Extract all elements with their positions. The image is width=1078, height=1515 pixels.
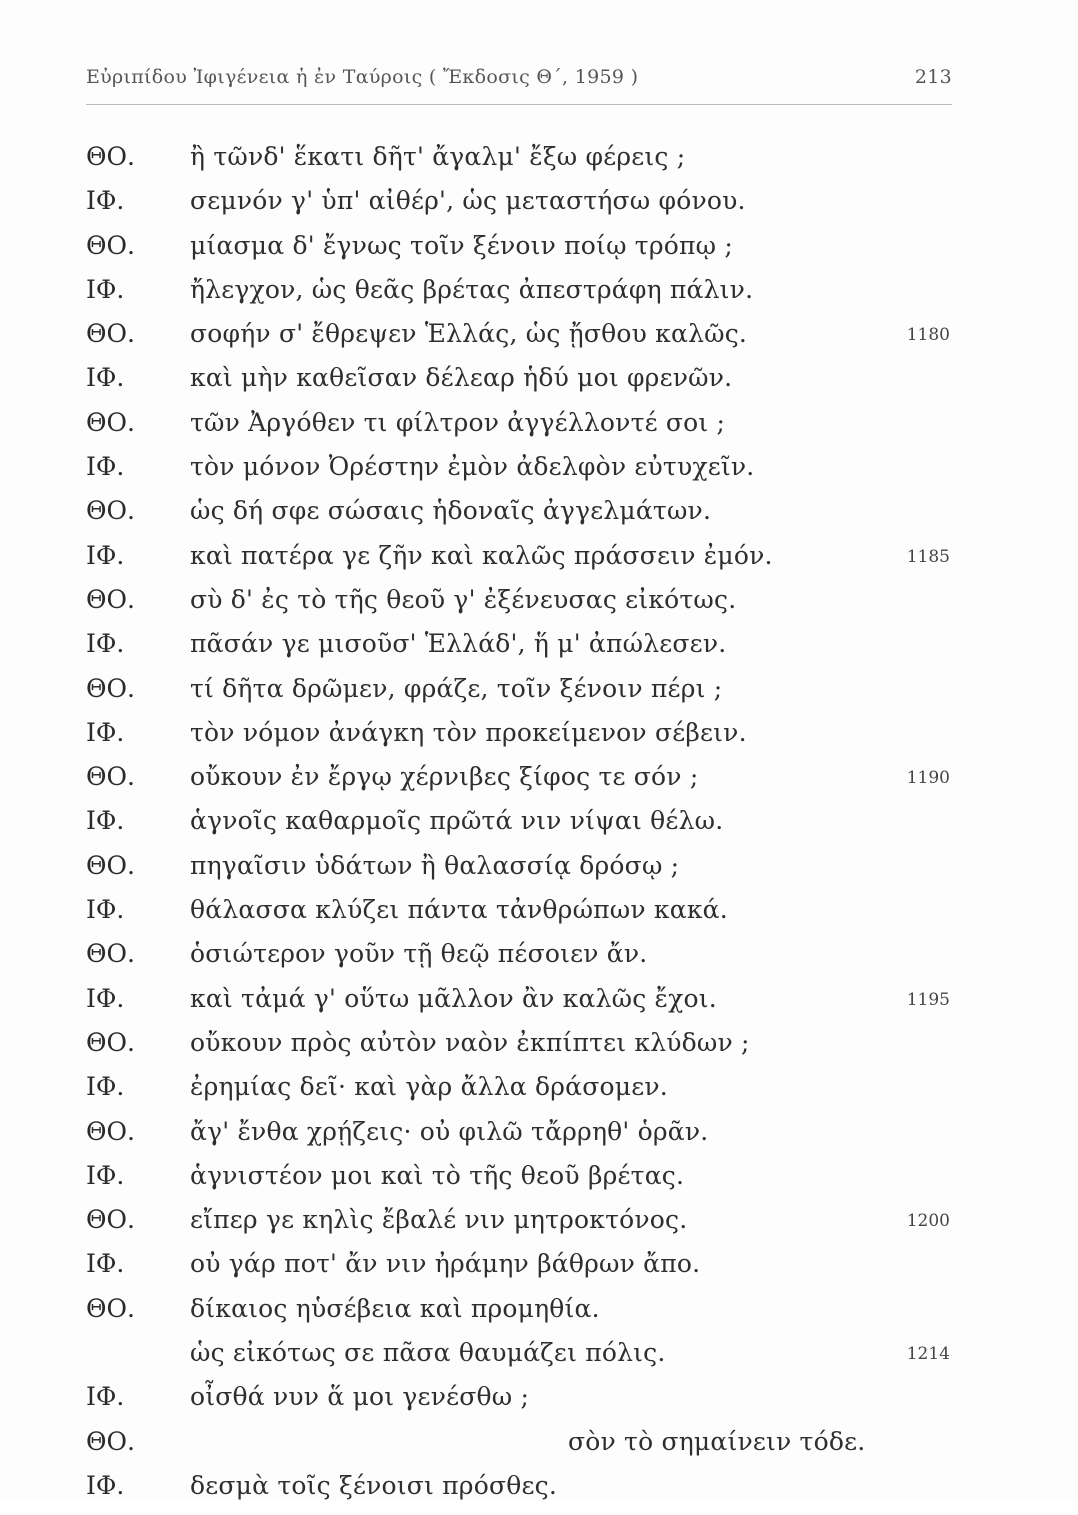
speaker-label: ΙΦ. [86,1160,125,1190]
running-header [86,66,952,96]
line-number: 1185 [906,546,950,567]
verse-line [0,718,1078,762]
speaker-label: ΘΟ. [86,1027,135,1057]
verse-text: ἁγνοῖς καθαρμοῖς πρῶτά νιν νίψαι θέλω. [190,806,724,836]
verse-text: σὺ δ' ἐς τὸ τῆς θεοῦ γ' ἐξένευσας εἰκότως. [190,584,737,614]
speaker-label: ΘΟ. [86,939,135,969]
verse-line [0,1294,1078,1338]
speaker-label: ΙΦ. [86,717,125,747]
verse-line [0,1382,1078,1426]
verse-line [0,231,1078,275]
speaker-label: ΙΦ. [86,895,125,925]
speaker-label: ΘΟ. [86,496,135,526]
verse-text: ἄγ' ἔνθα χρῄζεις· οὐ φιλῶ τἄρρηθ' ὁρᾶν. [190,1116,709,1146]
verse-line [0,275,1078,319]
verse-line [0,895,1078,939]
speaker-label: ΙΦ. [86,274,125,304]
verse-text: θάλασσα κλύζει πάντα τἀνθρώπων κακά. [190,895,728,925]
dialogue-lines [0,142,1078,1515]
verse-text: τὸν νόμον ἀνάγκη τὸν προκείμενον σέβειν. [190,717,747,747]
line-number: 1200 [906,1211,950,1232]
speaker-label: ΙΦ. [86,1072,125,1102]
verse-line [0,142,1078,186]
verse-text: πᾶσάν γε μισοῦσ' Ἑλλάδ', ἥ μ' ἀπώλεσεν. [190,629,727,659]
verse-text: πηγαῖσιν ὑδάτων ἢ θαλασσίᾳ δρόσῳ ; [190,850,680,880]
speaker-label: ΙΦ. [86,629,125,659]
speaker-label: ΘΟ. [86,673,135,703]
speaker-label: ΙΦ. [86,186,125,216]
speaker-label: ΘΟ. [86,1426,135,1456]
speaker-label: ΙΦ. [86,452,125,482]
speaker-label: ΘΟ. [86,142,135,171]
verse-line [0,452,1078,496]
verse-text: καὶ τἀμά γ' οὕτω μᾶλλον ἂν καλῶς ἔχοι. [190,983,717,1013]
verse-text: δίκαιος ηὑσέβεια καὶ προμηθία. [190,1293,600,1323]
verse-line [0,1028,1078,1072]
verse-text: καὶ πατέρα γε ζῆν καὶ καλῶς πράσσειν ἐμόν. [190,540,773,570]
verse-text: ὡς εἰκότως σε πᾶσα θαυμάζει πόλις. [190,1338,666,1368]
verse-text: μίασμα δ' ἔγνως τοῖν ξένοιν ποίῳ τρόπῳ ; [190,230,733,260]
line-number: 1214 [906,1344,950,1365]
verse-text: οὔκουν πρὸς αὐτὸν ναὸν ἐκπίπτει κλύδων ; [190,1027,750,1057]
verse-text: ὡς δή σφε σώσαις ἡδοναῖς ἀγγελμάτων. [190,496,712,526]
line-number: 1190 [906,768,950,789]
verse-line [0,674,1078,718]
verse-text: ὁσιώτερον γοῦν τῇ θεῷ πέσοιεν ἄν. [190,939,648,969]
verse-line [0,806,1078,850]
line-number: 1180 [906,325,950,346]
verse-line [0,363,1078,407]
page-number: 213 [914,66,952,88]
speaker-label: ΘΟ. [86,584,135,614]
verse-line [0,585,1078,629]
verse-line [0,408,1078,452]
verse-text: τὸν μόνον Ὀρέστην ἐμὸν ἀδελφὸν εὐτυχεῖν. [190,452,755,482]
verse-line [0,629,1078,673]
verse-text: δεσμὰ τοῖς ξένοισι πρόσθες. [190,1470,557,1500]
verse-text: εἴπερ γε κηλὶς ἔβαλέ νιν μητροκτόνος. [190,1205,688,1235]
verse-text: καὶ μὴν καθεῖσαν δέλεαρ ἡδύ μοι φρενῶν. [190,363,733,393]
verse-line [0,984,1078,1028]
verse-line [0,762,1078,806]
verse-line [0,1072,1078,1116]
verse-text: οὐ γάρ ποτ' ἄν νιν ἠράμην βάθρων ἄπο. [190,1249,701,1279]
header-title: Εὐριπίδου Ἰφιγένεια ἡ ἐν Ταύροις ( Ἔκδοσις Θ΄, 1959 ) [86,66,639,88]
speaker-label: ΘΟ. [86,230,135,260]
verse-text: ἤλεγχον, ὡς θεᾶς βρέτας ἀπεστράφη πάλιν. [190,274,754,304]
verse-line [0,1205,1078,1249]
speaker-label: ΙΦ. [86,363,125,393]
verse-text: σὸν τὸ σημαίνειν τόδε. [568,1426,866,1456]
verse-line [0,496,1078,540]
verse-line [0,1249,1078,1293]
verse-line [0,1117,1078,1161]
speaker-label: ΘΟ. [86,1293,135,1323]
verse-text: σεμνόν γ' ὑπ' αἰθέρ', ὡς μεταστήσω φόνου. [190,186,746,216]
verse-text: ἢ τῶνδ' ἕκατι δῆτ' ἄγαλμ' ἔξω φέρεις ; [190,142,686,171]
header-rule [86,104,952,105]
speaker-label: ΘΟ. [86,850,135,880]
verse-line [0,541,1078,585]
verse-line [0,186,1078,230]
verse-line [0,319,1078,363]
verse-line [0,1338,1078,1382]
speaker-label: ΙΦ. [86,540,125,570]
verse-text: τῶν Ἀργόθεν τι φίλτρον ἀγγέλλοντέ σοι ; [190,407,726,437]
verse-line [0,851,1078,895]
speaker-label: ΘΟ. [86,407,135,437]
verse-line [0,1161,1078,1205]
speaker-label: ΘΟ. [86,1116,135,1146]
speaker-label: ΘΟ. [86,319,135,349]
speaker-label: ΘΟ. [86,762,135,792]
verse-line [0,1471,1078,1515]
verse-text: σοφήν σ' ἔθρεψεν Ἑλλάς, ὡς ᾔσθου καλῶς. [190,319,748,349]
speaker-label: ΙΦ. [86,983,125,1013]
verse-text: οὔκουν ἐν ἔργῳ χέρνιβες ξίφος τε σόν ; [190,762,699,792]
speaker-label: ΘΟ. [86,1205,135,1235]
speaker-label: ΙΦ. [86,1249,125,1279]
verse-line [0,1427,1078,1471]
speaker-label: ΙΦ. [86,1382,125,1412]
verse-text: ἐρημίας δεῖ· καὶ γὰρ ἄλλα δράσομεν. [190,1072,668,1102]
verse-line [0,939,1078,983]
line-number: 1195 [906,989,950,1010]
speaker-label: ΙΦ. [86,1470,125,1500]
verse-text: οἶσθά νυν ἅ μοι γενέσθω ; [190,1382,530,1412]
verse-text: τί δῆτα δρῶμεν, φράζε, τοῖν ξένοιν πέρι ; [190,673,723,703]
verse-text: ἁγνιστέον μοι καὶ τὸ τῆς θεοῦ βρέτας. [190,1160,685,1190]
speaker-label: ΙΦ. [86,806,125,836]
